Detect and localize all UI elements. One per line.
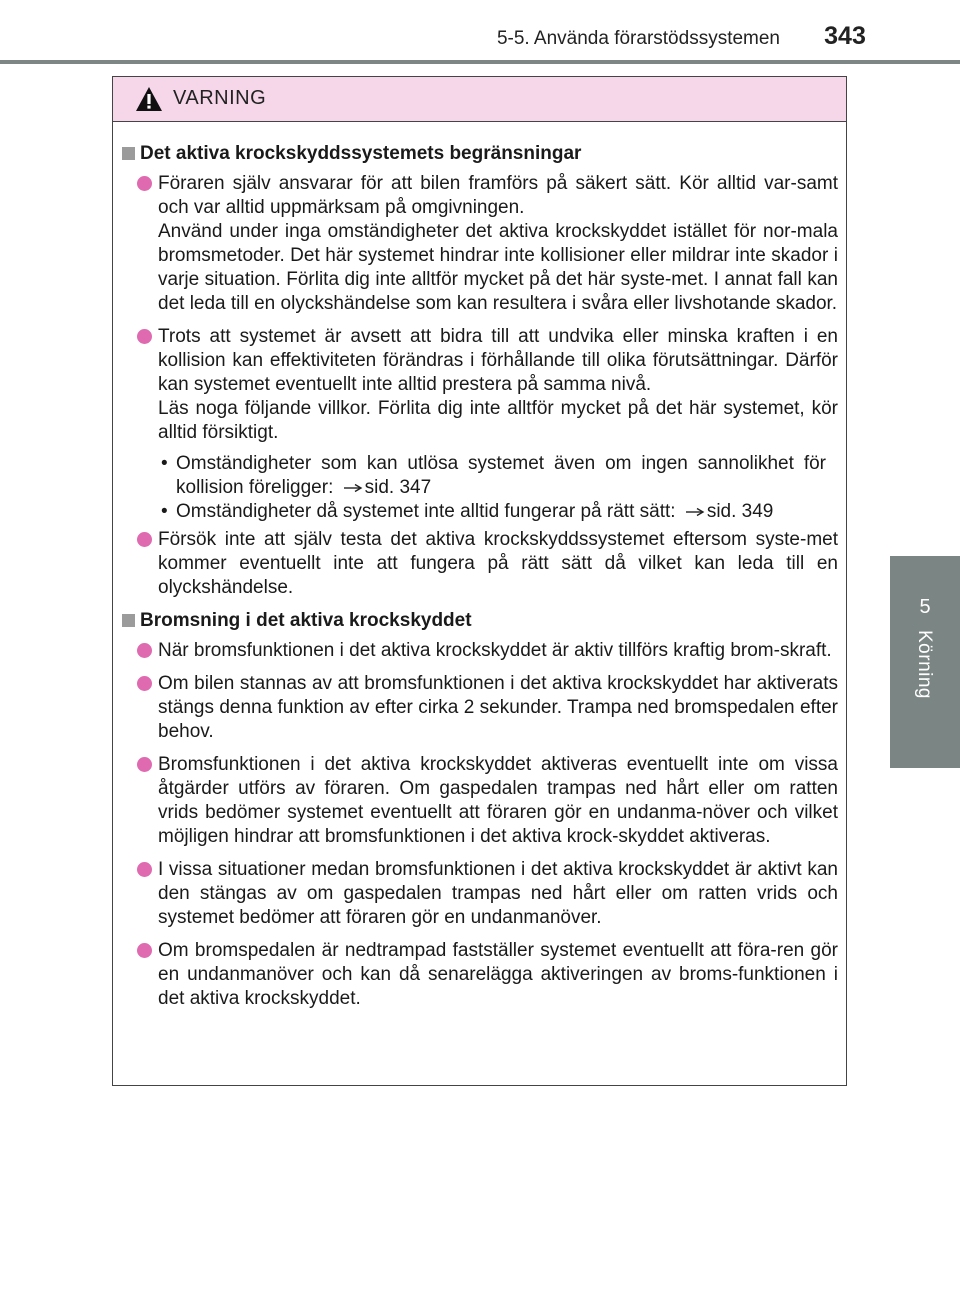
chapter-number: 5 <box>919 596 931 618</box>
bullet-dot-icon <box>137 329 152 344</box>
bullet-dot-icon <box>137 176 152 191</box>
section-heading <box>121 609 838 633</box>
bullet-item <box>121 753 838 849</box>
bullet-item <box>121 172 838 316</box>
chapter-label: Körning <box>914 630 935 699</box>
bullet-item <box>121 639 838 663</box>
paragraph: Använd under inga omständigheter det aktiva krockskyddet istället för nor-mala bromsmetoder. Det här systemet hindrar inte kollisioner eller mildrar inte skador i varje situation. Förlita dig inte alltför mycket på det här syste-met. I annat fall kan det leda till en olyckshändelse som kan resultera i svåra eller livshotande skador. <box>158 221 838 314</box>
page-number: 343 <box>824 22 866 50</box>
sub-list <box>121 452 838 524</box>
sub-bullet-icon: • <box>161 453 168 474</box>
chapter-tab[interactable] <box>890 556 960 768</box>
header-rule <box>0 60 960 64</box>
page-reference-link[interactable]: sid. 349 <box>706 501 774 522</box>
paragraph: I vissa situationer medan bromsfunktionen i det aktiva krockskyddet är aktivt kan den stängas av om gaspedalen trampas ned hårt eller om ratten vrids och systemet bedömer att föraren gör en undanmanöver. <box>158 859 838 928</box>
paragraph: Bromsfunktionen i det aktiva krockskyddet aktiveras eventuellt inte om vissa åtgärder utförs av föraren. Om gaspedalen trampas ned hårt eller om ratten vrids bedömer systemet eventuellt att föraren gör en undanma-növer och vilket möjligen hindrar att bromsfunktionen i det aktiva krock-skyddet aktiveras. <box>158 754 838 847</box>
warning-box <box>112 76 847 1086</box>
section-heading <box>121 142 838 166</box>
paragraph: Föraren själv ansvarar för att bilen framförs på säkert sätt. Kör alltid var-samt och var alltid uppmärksam på omgivningen. <box>158 173 838 218</box>
paragraph: Trots att systemet är avsett att bidra till att undvika eller minska kraften i en kollision kan effektiviteten förändras i förhållande till olika förutsättningar. Därför kan systemet eventuellt inte alltid prestera på samma nivå. <box>158 326 838 395</box>
bullet-dot-icon <box>137 532 152 547</box>
paragraph: Försök inte att själv testa det aktiva krockskyddssystemet eftersom syste-met kommer eventuellt inte att fungera på rätt sätt då vilket kan leda till en olyckshändelse. <box>158 529 838 598</box>
bullet-dot-icon <box>137 943 152 958</box>
bullet-item <box>121 939 838 1011</box>
bullet-dot-icon <box>137 862 152 877</box>
warning-header <box>113 77 846 122</box>
paragraph: Läs noga följande villkor. Förlita dig inte alltför mycket på det här systemet, kör alltid försiktigt. <box>158 398 838 443</box>
sub-item-text: Omständigheter då systemet inte alltid fungerar på rätt sätt: <box>176 501 676 522</box>
section-title: 5-5. Använda förarstödssystemen <box>496 28 780 49</box>
sub-item <box>158 500 826 524</box>
section-heading-text: Det aktiva krockskyddssystemets begränsningar <box>140 143 582 164</box>
page-reference-link[interactable]: sid. 347 <box>364 477 432 498</box>
section-heading-text: Bromsning i det aktiva krockskyddet <box>140 610 472 631</box>
bullet-item <box>121 325 838 445</box>
arrow-right-icon <box>685 507 705 517</box>
warning-title: VARNING <box>173 87 267 109</box>
sub-item-text: Omständigheter som kan utlösa systemet även om ingen sannolikhet för kollision föreligger: <box>176 453 826 498</box>
bullet-item <box>121 858 838 930</box>
square-bullet-icon <box>122 614 135 627</box>
bullet-item <box>121 672 838 744</box>
sub-bullet-icon: • <box>161 501 168 522</box>
bullet-item <box>121 528 838 600</box>
square-bullet-icon <box>122 147 135 160</box>
warning-body <box>113 122 846 1011</box>
paragraph: Om bromspedalen är nedtrampad fastställer systemet eventuellt att föra-ren gör en undanmanöver och kan då senarelägga aktiveringen av broms-funktionen i det aktiva krockskyddet. <box>158 940 838 1009</box>
bullet-dot-icon <box>137 643 152 658</box>
arrow-right-icon <box>343 483 363 493</box>
warning-triangle-icon <box>135 86 163 112</box>
bullet-dot-icon <box>137 676 152 691</box>
bullet-dot-icon <box>137 757 152 772</box>
paragraph: När bromsfunktionen i det aktiva krockskyddet är aktiv tillförs kraftig brom-skraft. <box>158 640 832 661</box>
sub-item <box>158 452 826 500</box>
paragraph: Om bilen stannas av att bromsfunktionen i det aktiva krockskyddet har aktiverats stängs denna funktion av efter cirka 2 sekunder. Trampa ned bromspedalen efter behov. <box>158 673 838 742</box>
